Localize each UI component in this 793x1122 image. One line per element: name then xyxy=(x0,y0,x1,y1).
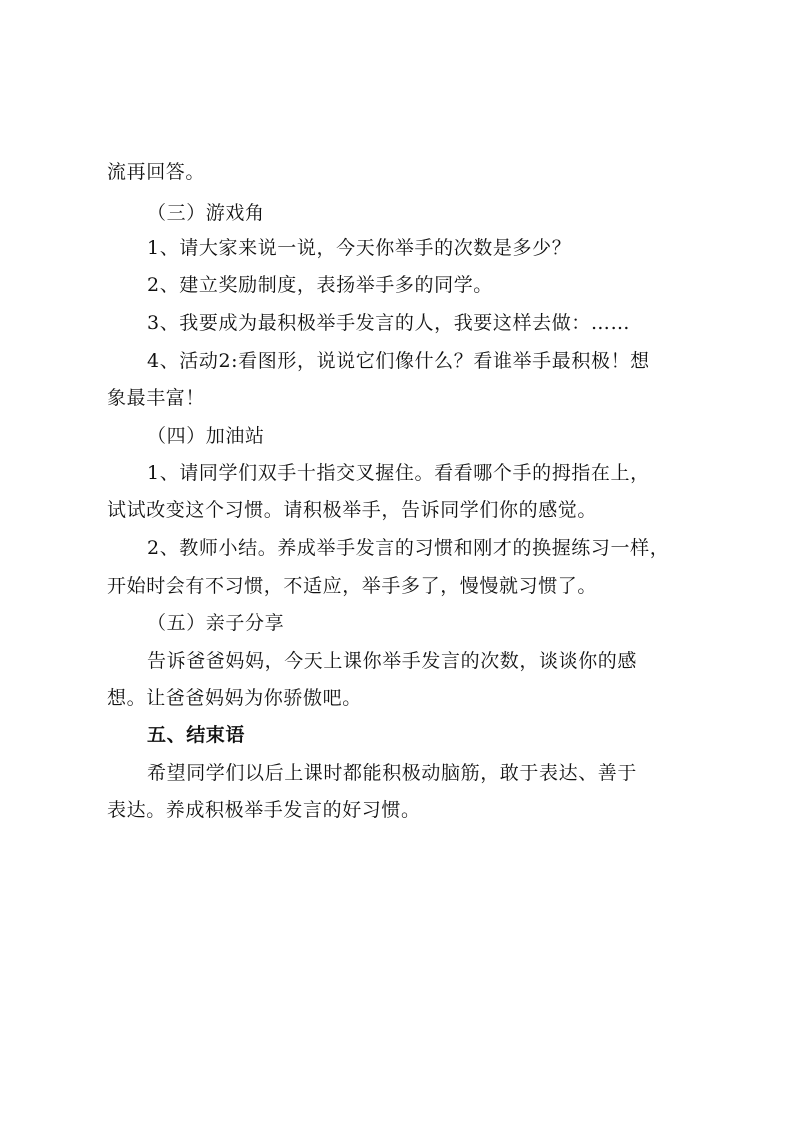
section-heading-parent-child-sharing: （五）亲子分享 xyxy=(147,612,285,634)
item-1-line: 1、请大家来说一说，今天你举手的次数是多少？ xyxy=(147,237,572,259)
section-heading-game-corner: （三）游戏角 xyxy=(147,202,265,224)
item-4-line-2: 象最丰富！ xyxy=(107,387,206,409)
refuel-item-1-line-1: 1、请同学们双手十指交叉握住。看看哪个手的拇指在上， xyxy=(147,462,650,484)
refuel-item-1-line-2: 试试改变这个习惯。请积极举手，告诉同学们你的感觉。 xyxy=(107,499,598,521)
section-heading-conclusion: 五、结束语 xyxy=(147,724,246,746)
conclusion-paragraph-line-1: 希望同学们以后上课时都能积极动脑筋，敢于表达、善于 xyxy=(147,762,638,784)
refuel-item-2-line-2: 开始时会有不习惯，不适应，举手多了，慢慢就习惯了。 xyxy=(107,575,598,597)
sharing-paragraph-line-1: 告诉爸爸妈妈，今天上课你举手发言的次数，谈谈你的感 xyxy=(147,650,638,672)
item-4-line-1: 4、活动2:看图形，说说它们像什么？看谁举手最积极！想 xyxy=(147,350,650,372)
item-3-line: 3、我要成为最积极举手发言的人，我要这样去做：…… xyxy=(147,312,631,334)
refuel-item-2-line-1: 2、教师小结。养成举手发言的习惯和刚才的换握练习一样， xyxy=(147,537,670,559)
paragraph-continuation-line: 流再回答。 xyxy=(107,161,206,183)
conclusion-paragraph-line-2: 表达。养成积极举手发言的好习惯。 xyxy=(107,799,421,821)
section-heading-refuel-station: （四）加油站 xyxy=(147,425,265,447)
sharing-paragraph-line-2: 想。让爸爸妈妈为你骄傲吧。 xyxy=(107,687,362,709)
item-2-line: 2、建立奖励制度，表扬举手多的同学。 xyxy=(147,274,493,296)
